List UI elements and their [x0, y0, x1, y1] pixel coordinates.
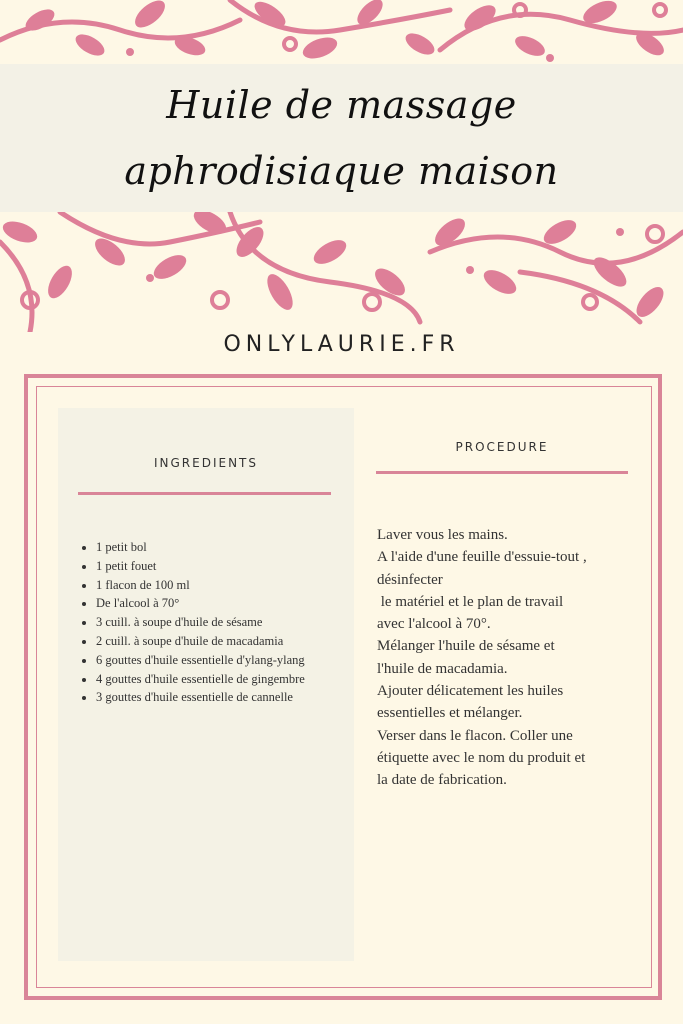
ingredient-item: • De l'alcool à 70° — [96, 594, 305, 613]
ingredient-item: • 2 cuill. à soupe d'huile de macadamia — [96, 632, 305, 651]
ingredient-item: • 6 gouttes d'huile essentielle d'ylang-ylang — [96, 651, 305, 670]
ingredient-item: • 4 gouttes d'huile essentielle de gingembre — [96, 670, 305, 689]
procedure-line: A l'aide d'une feuille d'essuie-tout , — [377, 549, 587, 566]
procedure-line: Ajouter délicatement les huiles — [377, 683, 564, 700]
procedure-line: la date de fabrication. — [377, 772, 507, 789]
procedure-line: Mélanger l'huile de sésame et — [377, 638, 555, 655]
ingredients-list — [78, 538, 305, 707]
ingredient-item: • 1 petit bol — [96, 538, 305, 557]
procedure-divider — [376, 471, 628, 474]
ingredient-item: • 3 cuill. à soupe d'huile de sésame — [96, 613, 305, 632]
ingredients-heading: INGREDIENTS — [153, 456, 259, 470]
ingredient-item: • 1 petit fouet — [96, 557, 305, 576]
procedure-heading: PROCEDURE — [455, 440, 549, 454]
procedure-line: étiquette avec le nom du produit et — [377, 749, 586, 766]
procedure-line: l'huile de macadamia. — [377, 660, 508, 677]
procedure-line: le matériel et le plan de travail — [377, 593, 564, 610]
ingredient-item: • 3 gouttes d'huile essentielle de cannelle — [96, 688, 305, 707]
procedure-line: avec l'alcool à 70°. — [377, 616, 491, 633]
ingredient-item: • 1 flacon de 100 ml — [96, 576, 305, 595]
title-band — [0, 64, 683, 212]
vine-leaves-top-icon — [0, 0, 683, 64]
ingredients-divider — [78, 492, 331, 495]
site-name: ONLYLAURIE.FR — [223, 332, 460, 357]
vine-leaves-bottom-icon — [0, 212, 683, 332]
procedure-line: Verser dans le flacon. Coller une — [377, 727, 573, 744]
page-title: Huile de massage aphrodisiaque maison — [124, 83, 559, 193]
procedure-line: Laver vous les mains. — [377, 527, 508, 543]
procedure-line: désinfecter — [377, 571, 443, 588]
procedure-line: essentielles et mélanger. — [377, 705, 523, 722]
procedure-text — [377, 524, 637, 792]
